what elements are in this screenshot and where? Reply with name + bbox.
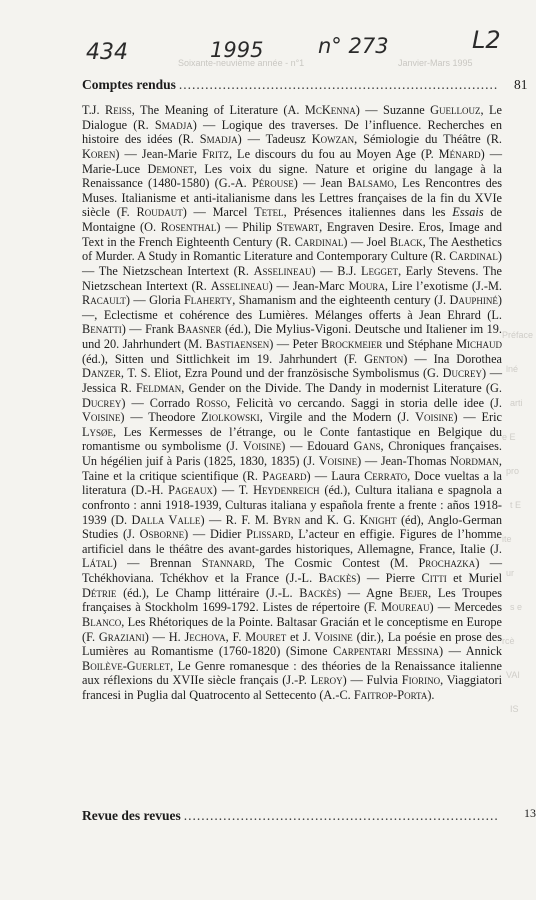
entry-text: , L’acteur en effigie. Figures de l’homme artificiel dans le théâtre des avant-gardes historiques, Allemagne, France, Italie (J. (82, 527, 502, 556)
author-name: Voisine (242, 439, 282, 454)
author-name: Pageaux (168, 483, 213, 498)
author-name: Pérouse (251, 176, 294, 191)
author-name: Guellouz (430, 103, 481, 117)
author-name: Bastiaensen (205, 337, 270, 351)
entry-text: ) — Jean-Marc (268, 278, 349, 293)
entry-text: ) — Jessica R. (82, 366, 503, 395)
author-name: Feldman (135, 380, 182, 395)
entry-text: ) — Jean (293, 176, 348, 191)
author-name: Benatti (82, 322, 122, 337)
author-name: Asselineau (253, 263, 312, 278)
author-name: Cerrato (364, 468, 408, 483)
entry-text: ) — R. F. M. (200, 512, 274, 527)
entry-text: , Engraven Desire. Eros, Image and Text in the French Eighteenth Century (R. (82, 220, 502, 249)
author-name: Reiss (105, 103, 132, 117)
author-name: Lysøe (82, 424, 114, 439)
entry-text: ) — Jean-Thomas (357, 454, 451, 468)
entry-text: , The Aesthetics of Murder. A Study in Romantic Literature and Contemporary Culture (R. (82, 234, 502, 264)
entry-text: (éd.), Le Champ littéraire (J.-L. (116, 585, 300, 600)
entry-text: ) — Eric (453, 410, 502, 425)
handwritten-number-left: 434 (86, 40, 128, 65)
author-name: Baasner (177, 322, 222, 337)
author-name: Plissard (246, 527, 291, 542)
author-name: Osborne (139, 527, 185, 542)
author-name: Asselineau (210, 278, 269, 293)
author-name: Bejer (399, 585, 429, 600)
author-name: Smadja (154, 117, 193, 132)
entry-text: ) — Ina Dorothea (403, 351, 502, 366)
author-name: Nordman (450, 454, 499, 468)
author-name: Prochazka (418, 556, 476, 571)
entry-text: ) — Annick (439, 644, 503, 659)
bleed-fragment: e E (502, 432, 516, 442)
author-name: Byrn (273, 512, 301, 527)
entry-text: , Viaggiatori francesi in Puglia dal Quatrocento al Settecento (A.-C. (82, 673, 502, 702)
entry-text: , Shamanism and the eighteenth century (J. (232, 293, 450, 308)
author-name: Gans (353, 439, 381, 454)
entry-text: und Stéphane (382, 337, 457, 351)
author-name: Leroy (310, 673, 343, 688)
bleed-fragment: rcè (502, 636, 515, 646)
entry-text: ) — Edouard (281, 439, 354, 454)
author-name: Genton (364, 351, 404, 366)
entry-text: ) —, Eclectisme et cohérence des Lumières. Mélanges offerts à Jean Ehrard (L. (82, 293, 502, 322)
author-name: Stewart (276, 220, 320, 234)
author-name: Citti (421, 571, 447, 585)
author-name: Michaud (456, 337, 502, 351)
author-name: Heydenreich (253, 483, 320, 498)
author-name: Racault (82, 293, 126, 308)
section-title-revue-des-revues: Revue des revues (82, 808, 181, 823)
entry-text: ) — Suzanne (355, 103, 431, 117)
entry-text: , Virgile and the Modern (J. (259, 410, 416, 425)
author-name: Rosenthal (160, 220, 217, 234)
author-name: Látal (82, 556, 113, 571)
toc-comptes-rendus (82, 77, 528, 93)
author-name: Pageard (262, 468, 307, 483)
author-name: Ziolkowski (201, 410, 260, 425)
bleed-fragment: ite (502, 534, 512, 544)
entry-text: ) — T. (212, 483, 254, 498)
author-name: Koren (82, 146, 116, 161)
author-name: Mouret (245, 629, 287, 644)
author-name: Détrie (82, 585, 117, 600)
bleed-fragment: IS (510, 704, 519, 714)
author-name: Cardinal (449, 249, 498, 264)
author-name: Faitrop-Porta (353, 688, 428, 702)
toc-revue-des-revues (82, 808, 502, 824)
entry-text: ) — Laura (306, 468, 365, 483)
author-name: Kowzan (311, 132, 355, 147)
author-name: Voisine (314, 629, 353, 644)
bleed-header-mid: Janvier-Mars 1995 (398, 58, 473, 68)
entry-text: ) — Jean-Marie (115, 146, 203, 161)
entry-text: ). (427, 688, 435, 702)
author-name: Danzer (82, 366, 121, 381)
handwritten-corner-mark: L2 (472, 26, 501, 54)
author-name: Knight (359, 512, 397, 527)
entry-text: (éd), Anglo-German Studies (J. (82, 512, 502, 542)
author-name: Boilève-Guerlet (82, 658, 171, 673)
entry-text: , Le Genre romanesque : des théories de la Renaissance italienne aux réflexions du XVIIe siècle français (J.-P. (82, 658, 502, 688)
bleed-through-right-margin (496, 330, 536, 750)
review-entries-paragraph (82, 103, 502, 703)
author-name: Voisine (415, 410, 454, 425)
author-name: Backès (299, 585, 337, 600)
author-name: Dalla Valle (131, 512, 201, 527)
entry-text: ) — Marie-Luce (82, 146, 502, 176)
entry-text: , Gender on the Divide. The Dandy in modernist Literature (G. (181, 380, 502, 395)
entry-text: , T. S. Eliot, Ezra Pound und der französische Symbolismus (G. (120, 366, 443, 381)
entry-text: , Les Troupes françaises à Stockholm 1699-1792. Listes de répertoire (F. (82, 585, 502, 615)
author-name: Moura (348, 278, 385, 293)
entry-text: ) — Peter (269, 337, 322, 351)
entry-text: T.J. (82, 103, 105, 117)
bleed-fragment: ur (506, 568, 515, 578)
entry-text: , Le Dialogue (R. (82, 103, 502, 132)
bleed-fragment: s e (510, 602, 523, 612)
bleed-through-header (0, 0, 536, 72)
entry-text: ) — Logique des traverses. De l’influence. Recherches en histoire des idées (R. (82, 117, 502, 147)
entry-text: (éd.), Cultura italiana e spagnola a confronto : anni 1918-1939, Culturas italiana y española frente a frente : años 1918-1939 (D. (82, 483, 502, 527)
author-name: Smadja (199, 132, 238, 147)
italic-title: Essais (452, 205, 484, 220)
entry-text: ) — Tchékhoviana. Tchékhov et la France (J.-L. (82, 556, 502, 585)
entry-text: ) — Pierre (356, 571, 422, 585)
entry-text: ) — Corrado (121, 395, 197, 410)
entry-text: de Montaigne (O. (82, 205, 502, 234)
author-name: Dauphiné (449, 293, 498, 308)
author-name: Ducrey (442, 366, 482, 381)
entry-text: ) — Didier (184, 527, 247, 542)
author-name: Flaherty (183, 293, 233, 308)
entry-text: , Les Rhétoriques de la Pointe. Baltasar Gracián et le conceptisme en Europe (F. (82, 614, 502, 644)
section-title-comptes-rendus: Comptes rendus (82, 77, 176, 92)
bleed-fragment: VAI (506, 670, 520, 680)
entry-text: ) — Philip (216, 220, 277, 234)
entry-text: ) — Marcel (182, 205, 255, 220)
author-name: Carpentari Messina (333, 644, 440, 659)
handwritten-issue-number: n° 273 (318, 34, 389, 58)
bleed-header-left: Soixante-neuvième année - n°1 (178, 58, 305, 68)
entry-text: et J. (286, 629, 315, 644)
author-name: McKenna (304, 103, 356, 117)
handwritten-year: 1995 (210, 38, 264, 62)
bleed-fragment: arti (510, 398, 523, 408)
author-name: Brockmeier (321, 337, 383, 351)
page-ref-comptes-rendus: 81 (514, 77, 528, 92)
author-name: Graziani (98, 629, 145, 644)
entry-text: , Les Rencontres des Muses. Italianisme et anti-italianisme dans les Lettres françaises de la fin du XVIe siècle (F. (82, 176, 502, 220)
leader-dots (184, 808, 499, 824)
entry-text: ) — Frank (121, 322, 178, 337)
entry-text: , Chroniques françaises. Un hégélien juif à Paris (1825, 1830, 1835) (J. (82, 439, 502, 468)
bleed-fragment: Préface (502, 330, 534, 340)
entry-text: ) — Fulvia (342, 673, 402, 688)
author-name: Fritz (202, 146, 229, 161)
author-name: Rosso (196, 395, 228, 410)
entry-text: , The Cosmic Contest (M. (251, 556, 419, 571)
bleed-fragment: pro (506, 466, 520, 476)
author-name: Ducrey (82, 395, 122, 410)
bleed-fragment: t E (510, 500, 522, 510)
entry-text: et Muriel (446, 571, 502, 585)
entry-text: ) — Joel (343, 234, 390, 249)
author-name: Backès (318, 571, 357, 585)
entry-text: ) — Mercedes (429, 600, 502, 615)
entry-text: , Le discours du fou au Moyen Age (P. (228, 146, 439, 161)
entry-text: , Sémiologie du Théâtre (R. (354, 132, 502, 147)
author-name: Stannard (201, 556, 252, 571)
entry-text: , Doce vueltas a la literatura (D.-H. (82, 468, 503, 498)
entry-text: ) — Gloria (125, 293, 184, 308)
author-name: Black (389, 234, 423, 249)
author-name: Fiorino (401, 673, 441, 688)
entry-text: , Les Kermesses de l’étrange, ou le Conte fantastique en Belgique du romantisme ou symbolisme (J. (82, 424, 502, 454)
entry-text: (éd.), Die Mylius-Vigoni. Deutsche und Italiener im 19. und 20. Jahrhundert (M. (82, 322, 502, 351)
entry-text: and K. G. (300, 512, 360, 527)
author-name: Balsamo (347, 176, 394, 191)
entry-text: ) — H. (144, 629, 185, 644)
entry-text: , Les voix du signe. Nature et origine du langage à la Renaissance (1480-1580) (G.-A. (82, 161, 502, 191)
author-name: Voisine (318, 454, 358, 468)
entry-text: (éd.), Sitten und Sittlichkeit im 19. Jahrhundert (F. (82, 351, 365, 366)
entry-text: , Présences italiennes dans les (283, 205, 453, 220)
entry-text: , Lire l’exotisme (J.-M. (384, 278, 502, 293)
author-name: Moureau (381, 600, 430, 615)
author-name: Tetel (254, 205, 284, 220)
entry-text: , Taine et la critique scientifique (R. (82, 454, 502, 483)
entry-text: , Felicità vo cercando. Saggi in storia delle idee (J. (227, 395, 502, 410)
author-name: Blanco (82, 614, 122, 629)
entry-text: (dir.), La poésie en prose des Lumières au Romantisme (1760-1820) (Simone (82, 629, 502, 659)
entry-text: ) — Theodore (120, 410, 202, 425)
author-name: Legget (361, 263, 399, 278)
entry-text: , The Meaning of Literature (A. (131, 103, 305, 117)
author-name: Voisine (82, 410, 121, 425)
author-name: Ménard (438, 146, 481, 161)
entry-text: ) — B.J. (311, 263, 362, 278)
entry-text: , Early Stevens. The Nietzschean Intertext (R. (82, 263, 502, 293)
entry-text: , F. (225, 629, 246, 644)
author-name: Roudaut (136, 205, 183, 220)
entry-text: ) — Brennan (112, 556, 202, 571)
page-ref-revue-des-revues: 13 (524, 806, 536, 820)
entry-text: ) — The Nietzschean Intertext (R. (82, 249, 502, 278)
bleed-fragment: lné (506, 364, 519, 374)
author-name: Jechova (184, 629, 226, 644)
leader-dots (179, 77, 499, 93)
entry-text: ) — Tadeusz (237, 132, 312, 147)
entry-text: ) — Agne (336, 585, 400, 600)
author-name: Cardinal (294, 234, 344, 249)
author-name: Demonet (147, 161, 194, 176)
